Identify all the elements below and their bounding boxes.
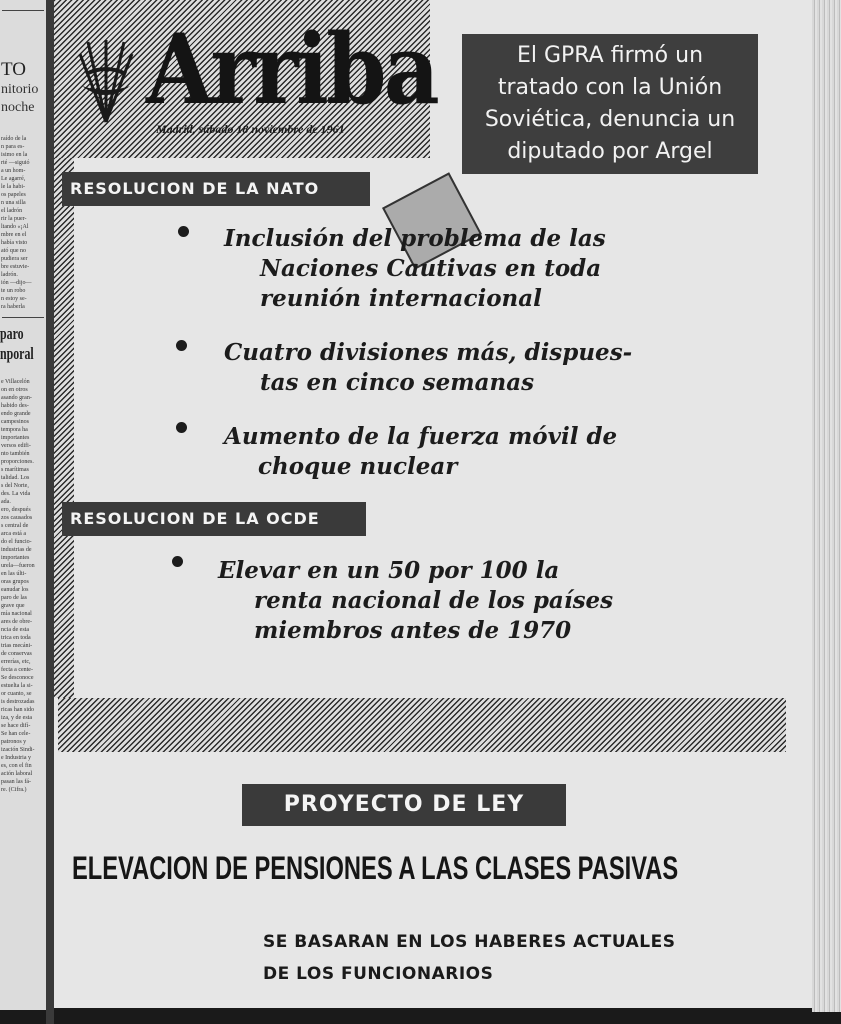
prev-column-line: iza, y de esta	[1, 715, 32, 721]
nato-item-2-line-1: Cuatro divisiones más, dispues-	[224, 339, 633, 366]
nato-item-3-line-2: choque nuclear	[258, 453, 458, 480]
prev-column-line: n estoy se-	[1, 296, 27, 302]
gpra-line-3: Soviética, denuncia un	[484, 107, 736, 132]
prev-column-line: Se han cele-	[1, 731, 31, 737]
previous-page-fragment	[0, 0, 46, 1010]
ocde-item-1	[218, 556, 613, 646]
left-hatch-strip	[54, 158, 74, 698]
prev-column-line: ladrón.	[1, 272, 18, 278]
prev-column-line: n para es-	[1, 144, 25, 150]
prev-column-line: pudiera ser	[1, 256, 28, 262]
prev-column-line: se hace difí-	[1, 723, 31, 729]
prev-column-line: paro de las	[1, 595, 27, 601]
prev-column-line: eanudar los	[1, 587, 29, 593]
prev-column-line: os papeles	[1, 192, 26, 198]
prev-column-line: is destrozadas	[1, 699, 35, 705]
prev-column-line: bre estuvie-	[1, 264, 30, 270]
prev-column-line: tempora ha	[1, 427, 28, 433]
prev-column-line: mía nacional	[1, 611, 32, 617]
prev-column-line: importantes	[1, 555, 30, 561]
prev-column-line: ltando «¡Al	[1, 224, 29, 230]
nato-item-1	[224, 224, 606, 314]
prev-column-line: asando gran-	[1, 395, 32, 401]
nato-item-2	[224, 338, 632, 398]
prev-column-line: pasan las fá-	[1, 779, 31, 785]
prev-column-line: había visto	[1, 240, 28, 246]
pensions-subhead-line-2: DE LOS FUNCIONARIOS	[263, 964, 494, 984]
prev-column-line: ación laboral	[1, 771, 33, 777]
prev-column-line: isimo en la	[1, 152, 28, 158]
prev-column-line: re. (Cifra.)	[1, 787, 27, 793]
prev-column-line: ización Sindi-	[1, 747, 35, 753]
nato-item-1-line-2: Naciones Cautivas en toda	[260, 255, 602, 282]
ocde-item-1-line-2: renta nacional de los países	[254, 587, 614, 614]
prev-column-line: es, con el fin	[1, 763, 32, 769]
prev-column-line: errerías, etc,	[1, 659, 31, 665]
ocde-label: RESOLUCION DE LA OCDE	[62, 502, 366, 536]
masthead-date: Madrid, sábado 18 noviembre de 1961	[156, 122, 345, 136]
prev-column-line: proporciones.	[1, 459, 34, 465]
prev-column-line: estuelta la si-	[1, 683, 33, 689]
prev-column-text-2	[0, 378, 46, 794]
newspaper-page	[54, 0, 812, 1008]
pensions-subhead-line-1: SE BASARAN EN LOS HABERES ACTUALES	[263, 932, 676, 952]
ocde-item-1-line-1: Elevar en un 50 por 100 la	[218, 557, 560, 584]
column-rule	[2, 10, 44, 11]
prev-column-line: nto también	[1, 451, 30, 457]
prev-column-line: ató que no	[1, 248, 26, 254]
prev-column-line: habido des-	[1, 403, 29, 409]
gpra-news-box	[462, 34, 758, 174]
prev-column-line: on en otros	[1, 387, 28, 393]
prev-column-line: importantes	[1, 435, 30, 441]
prev-column-line: arca está a	[1, 531, 26, 537]
prev-headline-line-2: nporal	[0, 344, 34, 363]
prev-column-line: e Villacelón	[1, 379, 30, 385]
prev-column-line: fecta a cente-	[1, 667, 33, 673]
proyecto-de-ley-label: PROYECTO DE LEY	[242, 784, 566, 826]
prev-column-line: patronos y	[1, 739, 27, 745]
gpra-line-4: diputado por Argel	[507, 139, 713, 164]
bullet-dot	[176, 340, 187, 351]
prev-column-line: trias mecáni-	[1, 643, 33, 649]
nato-item-3-line-1: Aumento de la fuerza móvil de	[224, 423, 618, 450]
prev-column-line: ada.	[1, 499, 11, 505]
prev-column-line: ión —dijo—	[1, 280, 32, 286]
prev-column-line: de conservas	[1, 651, 32, 657]
prev-header-line-3: noche	[1, 100, 35, 115]
prev-column-line: rté —siguió	[1, 160, 30, 166]
prev-column-text	[0, 135, 46, 311]
prev-column-line: le la habi-	[1, 184, 25, 190]
bullet-dot	[172, 556, 183, 567]
gpra-line-1: El GPRA firmó un	[516, 43, 704, 68]
prev-column-line: des. La vida	[1, 491, 31, 497]
nato-item-3	[224, 422, 617, 482]
prev-column-line: versos edifi-	[1, 443, 31, 449]
prev-column-line: industrias de	[1, 547, 32, 553]
prev-column-line: te un robo	[1, 288, 26, 294]
nato-item-1-line-3: reunión internacional	[260, 285, 542, 312]
prev-column-line: s marítimas	[1, 467, 29, 473]
page-stack-edge	[812, 0, 841, 1012]
nato-item-1-line-1: Inclusión del problema de las	[224, 225, 606, 252]
bullet-dot	[176, 422, 187, 433]
hatch-divider-band	[58, 698, 786, 752]
masthead-title: Arriba	[146, 13, 438, 126]
nato-item-2-line-2: tas en cinco semanas	[260, 369, 535, 396]
pensions-subhead	[263, 926, 675, 990]
prev-column-line: en las últi-	[1, 571, 27, 577]
prev-column-line: endo grande	[1, 411, 31, 417]
prev-headline-line-1: paro	[0, 324, 24, 343]
nato-label: RESOLUCION DE LA NATO	[62, 172, 370, 206]
book-gutter	[46, 0, 54, 1024]
ocde-item-1-line-3: miembros antes de 1970	[254, 617, 572, 644]
prev-column-line: mbre en el	[1, 232, 27, 238]
prev-column-line: Le agarré,	[1, 176, 26, 182]
prev-column-line: s central de	[1, 523, 29, 529]
column-rule	[2, 317, 44, 318]
prev-column-line: ncia de esta	[1, 627, 29, 633]
prev-column-line: raído de la	[1, 136, 27, 142]
prev-column-line: urela—fueron	[1, 563, 35, 569]
prev-column-line: ricas han sido	[1, 707, 34, 713]
prev-header-line-2: nitorio	[1, 82, 39, 97]
prev-column-line: zos causados	[1, 515, 33, 521]
prev-column-line: el ladrón	[1, 208, 23, 214]
gpra-line-2: tratado con la Unión	[497, 75, 723, 100]
prev-column-line: ra haberla	[1, 304, 25, 310]
prev-column-line: Se desconoce	[1, 675, 34, 681]
prev-column-line: trica en toda	[1, 635, 31, 641]
masthead	[54, 0, 438, 158]
prev-column-line: campesinos	[1, 419, 29, 425]
prev-column-line: s del Norte,	[1, 483, 29, 489]
prev-column-line: do el funcio-	[1, 539, 32, 545]
prev-column-line: e Industria y	[1, 755, 31, 761]
prev-column-line: grave que	[1, 603, 25, 609]
prev-column-line: ero, después	[1, 507, 31, 513]
yoke-and-arrows-icon	[76, 34, 136, 126]
bullet-dot	[178, 226, 189, 237]
prev-column-line: rir la puer-	[1, 216, 27, 222]
prev-column-line: oras grupos	[1, 579, 29, 585]
prev-column-line: or cuanto, se	[1, 691, 32, 697]
prev-column-line: n una silla	[1, 200, 26, 206]
prev-column-line: ares de obre-	[1, 619, 32, 625]
pensions-headline: ELEVACION DE PENSIONES A LAS CLASES PASIVAS	[72, 850, 679, 886]
prev-header-line-1: TO	[1, 59, 26, 80]
prev-column-line: a un hom-	[1, 168, 26, 174]
prev-column-line: talidad. Los	[1, 475, 30, 481]
